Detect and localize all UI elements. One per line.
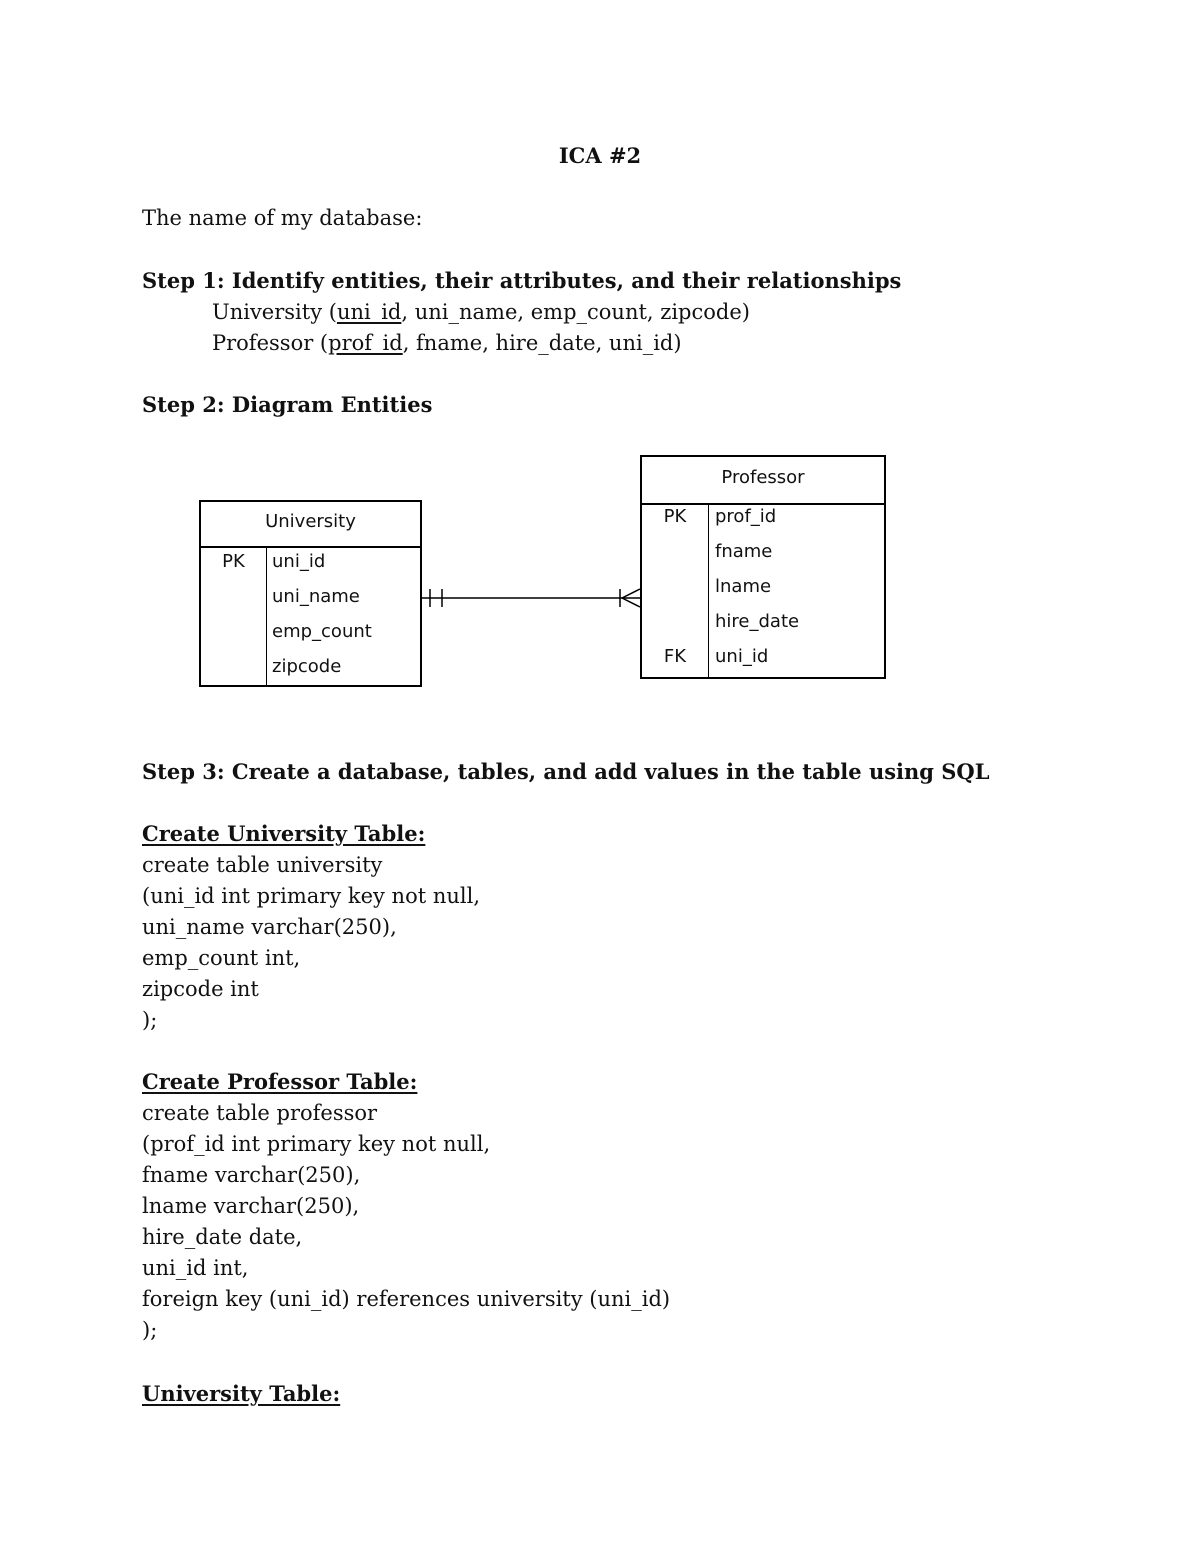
- university-sql-line-1: (uni_id int primary key not null,: [142, 884, 480, 908]
- professor-sql-line-1: (prof_id int primary key not null,: [142, 1132, 491, 1156]
- university-key-0: PK: [222, 551, 245, 572]
- professor-attributes: , fname, hire_date, uni_id): [402, 331, 682, 355]
- professor-sql-line-4: hire_date date,: [142, 1225, 303, 1249]
- step2-heading: Step 2: Diagram Entities: [142, 392, 433, 417]
- crowfoot-top: [622, 589, 640, 598]
- professor-prefix: Professor (: [212, 331, 329, 355]
- professor-sql-line-5: uni_id int,: [142, 1256, 249, 1280]
- university-sql-line-4: zipcode int: [142, 977, 259, 1001]
- university-sql-line-2: uni_name varchar(250),: [142, 915, 397, 939]
- university-field-0: uni_id: [272, 551, 326, 572]
- professor-table-heading: Create Professor Table:: [142, 1069, 418, 1094]
- university-entity-name: University: [201, 502, 420, 548]
- professor-sql-line-7: );: [142, 1318, 158, 1342]
- university-field-3: zipcode: [272, 656, 342, 677]
- professor-field-3: hire_date: [715, 611, 800, 632]
- university-sql-line-3: emp_count int,: [142, 946, 301, 970]
- professor-field-2: lname: [715, 576, 772, 597]
- relationship-connector: [0, 0, 1200, 760]
- professor-entity-name: Professor: [642, 457, 884, 505]
- professor-sql-line-3: lname varchar(250),: [142, 1194, 360, 1218]
- university-sql-line-5: );: [142, 1008, 158, 1032]
- university-field-1: uni_name: [272, 586, 360, 607]
- professor-key-4: FK: [663, 646, 687, 667]
- professor-sql-line-6: foreign key (uni_id) references university (uni_id): [142, 1287, 671, 1311]
- step1-heading: Step 1: Identify entities, their attributes, and their relationships: [142, 268, 902, 293]
- university-attributes: , uni_name, emp_count, zipcode): [401, 300, 750, 324]
- university-pk: uni_id: [336, 300, 402, 324]
- university-table-heading: Create University Table:: [142, 821, 426, 846]
- university-sql-line-0: create table university: [142, 853, 383, 877]
- professor-sql-line-2: fname varchar(250),: [142, 1163, 361, 1187]
- step3-heading: Step 3: Create a database, tables, and add values in the table using SQL: [142, 759, 990, 784]
- professor-sql-line-0: create table professor: [142, 1101, 378, 1125]
- university-field-2: emp_count: [272, 621, 372, 642]
- professor-pk: prof_id: [328, 331, 403, 355]
- professor-key-0: PK: [663, 506, 687, 527]
- database-name-label: The name of my database:: [142, 206, 423, 230]
- page-title: ICA #2: [558, 143, 642, 168]
- professor-field-0: prof_id: [715, 506, 777, 527]
- university-prefix: University (: [212, 300, 337, 324]
- crowfoot-bottom: [622, 598, 640, 607]
- university-values-heading: University Table:: [142, 1381, 341, 1406]
- professor-field-4: uni_id: [715, 646, 769, 667]
- professor-field-1: fname: [715, 541, 773, 562]
